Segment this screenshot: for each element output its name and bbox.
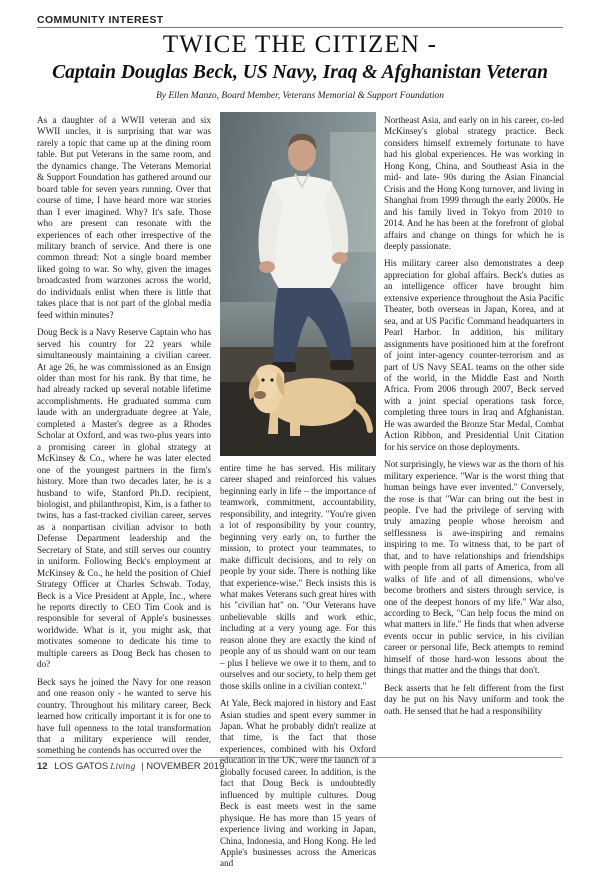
magazine-name-script: Living <box>110 762 136 771</box>
photo-illustration <box>220 112 376 456</box>
page-footer <box>37 761 224 772</box>
paragraph: entire time he has served. His military career shaped and reinforced his values beginning early in life – the importance of teamwork, commitment, accountability, responsibility, and integrity. "You're given a lot of responsibility by your country, beginning very early on, to further the mission, to protect your teammates, to make difficult decisions, and to rely on people by your side. There is nothing like that experience-wise." Beck insists this is what makes Veterans such great hires with his "civilian hat" on. "Our Veterans have unbelievable skills and work ethic, including at a very young age. For this reason alone they are exactly the kind of people any of us should want on our team – plus I believe we owe it to them, and to ourselves and our society, to help them get those skills online in a civilian context." <box>220 463 376 691</box>
paragraph: Not surprisingly, he views war as the thorn of his military experience. "War is the worst thing that human beings have ever invented." Conversely, the rose is that "War can bring out the best in people. I've had the privilege of serving with truly amazing people whose heroism and selflessness is awe-inspiring and remains inspiring to me. To witness that, to be part of that, and to have relationships and friendships with people from all parts of America, from all walks of life and of all dimensions, who've become brothers and sisters through service, is one of the deepest honors of my life." War also, according to Beck, "Can help focus the mind on what matters in life." He finds that when adverse events occur in public service, in his civilian career or personal life, Beck attempts to remind himself of those hard-won lessons about the things that matter and the things that don't. <box>384 459 564 676</box>
paragraph: Doug Beck is a Navy Reserve Captain who has served his country for 22 years while simultaneously maintaining a civilian career. At age 26, he was commissioned as an Ensign older than most for his rank. By that time, he had already racked up several notable lifetime accomplishments. He graduated summa cum laude with an undergraduate degree at Yale, completed a Master's degree as a Rhodes Scholar at Oxford, and was two-plus years into a promising career in global strategy at McKinsey & Co., where he was later elected one of the youngest partners in the firm's history. More than two decades later, he is a husband to wife, Stanford Ph.D. recipient, biologist, and philanthropist, Kim, is a father to twins, has a fast-tracked civilian career, serves as a nonpartisan civilian advisor to both Defense Department leadership and the Secretary of State, and still serves our country in uniform. Following Beck's employment at McKinsey & Co., he held the position of Chief Strategy Officer at Charles Schwab. Today, Beck is a Vice President at Apple, Inc., where he reports directly to CEO Tim Cook and is responsible for several of Apple's businesses worldwide. What is it, you might ask, that motivates someone to dedicate his time to multiple careers as Doug Beck has chosen to do? <box>37 327 211 670</box>
section-label: COMMUNITY INTEREST <box>37 14 164 26</box>
page-number: 12 <box>37 761 48 772</box>
issue-date: NOVEMBER 2019 <box>146 761 225 772</box>
paragraph: At Yale, Beck majored in history and East Asian studies and spent every summer in Japan. What he probably didn't realize at that time, is the fact that those experiences, combined with his Oxford education in the UK, were the launch of a globally focused career. In addition, is the fact that Doug Beck is undoubtedly influenced by multiple cultures. Doug Beck is east meets west in the same physique. He has more than 15 years of experience living and working in Japan, China, Indonesia, and Hong Kong. He led Apple's businesses across the Americas and <box>220 698 376 869</box>
paragraph: As a daughter of a WWII veteran and six WWII uncles, it is surprising that war was rarely a topic that came up at the dining room table. But put Veterans in the same room, and the dynamics change. The Veterans Memorial & Support Foundation has gathered around our board table for seven years running. Over that course of time, I have heard more war stories than I ever imagined. Why? It's safe. Those who are present can resonate with the experiences of each other irrespective of the military branch of service. And there is one common thread: Not a single board member liked going to war. So why, given the images broadcasted from warzones across the world, do individuals enlist when there is little that takes place that is not part of the global media feed within minutes? <box>37 115 211 320</box>
article-subtitle: Captain Douglas Beck, US Navy, Iraq & Afghanistan Veteran <box>52 62 548 83</box>
paragraph: Northeast Asia, and early on in his career, co-led McKinsey's global strategy practice. Beck considers himself extremely fortunate to have had his global experiences. He was working in Hong Kong, China, and Southeast Asia in the mid- and late- 90s during the Asian Financial Crisis and the Hong Kong turnover, and living in Shanghai from 1999 through the early 2000s. He and his family lived in Tokyo from 2010 to 2014. And he has been at the forefront of global affairs and change on things for which he is deeply passionate. <box>384 115 564 251</box>
article-column-2 <box>220 463 376 876</box>
article-byline: By Ellen Manzo, Board Member, Veterans Memorial & Support Foundation <box>155 91 445 101</box>
paragraph: His military career also demonstrates a deep appreciation for global affairs. Beck's duties as an intelligence officer have brought him extensive experience throughout the Asia Pacific Theater, both overseas in Japan, Korea, and at sea, and at US Pacific Command headquarters in Pearl Harbor. In addition, his military assignments have positioned him at the forefront of joint inter-agency counter-terrorism and as part of US Navy SEAL teams on the other side of the world, in the Middle East and North Africa. From 2006 through 2007, Beck served with a joint special operations task force, completing three tours in Iraq and Afghanistan. He was awarded the Bronze Star Medal, Combat Action Ribbon, and Presidential Unit Citation for his service on those deployments. <box>384 258 564 452</box>
article-photo <box>220 112 376 456</box>
footer-separator: | <box>141 761 144 772</box>
magazine-name: LOS GATOS <box>54 761 109 772</box>
paragraph: Beck asserts that he felt different from the first day he put on his Navy uniform and took the oath. He sensed that he had a responsibility <box>384 682 564 716</box>
article-column-3 <box>384 115 564 723</box>
header-divider <box>37 27 563 28</box>
paragraph: Beck says he joined the Navy for one reason and one reason only - he wanted to serve his country. Throughout his military career, Beck learned how critically important it is for one to have full openness to the total transformation that a military experience will render, something he contends has occurred over the <box>37 676 211 756</box>
article-column-1 <box>37 115 211 763</box>
footer-divider <box>37 757 563 758</box>
article-title: TWICE THE CITIZEN - <box>162 31 438 58</box>
